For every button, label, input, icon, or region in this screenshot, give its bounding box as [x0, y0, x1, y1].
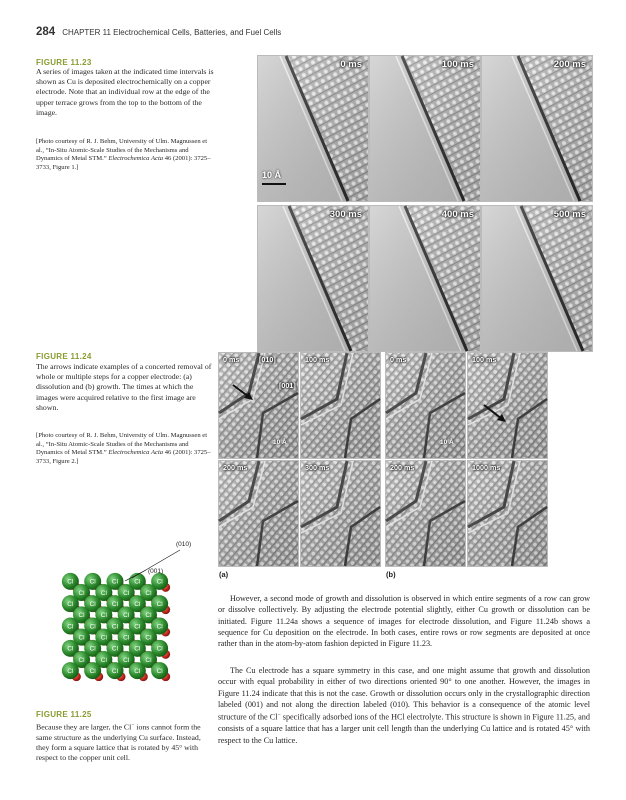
cl-ion-label: Cl	[156, 578, 163, 586]
cl-ion-label: Cl	[89, 645, 96, 653]
page-number: 284	[36, 26, 56, 38]
cl-ion-label: Cl	[78, 589, 85, 597]
cl-ion-label: Cl	[134, 667, 141, 675]
running-header	[36, 26, 281, 38]
cl-ion-label: Cl	[145, 634, 152, 642]
time-label: 500 ms	[553, 209, 586, 220]
cl-ion-label: Cl	[111, 600, 119, 608]
cl-ion-label: Cl	[134, 578, 141, 586]
cl-ion-label: Cl	[111, 578, 119, 586]
direction-001-label: [001]	[279, 381, 296, 390]
cl-ion-label: Cl	[67, 623, 74, 631]
time-label: 200 ms	[223, 463, 248, 472]
cl-ion-label: Cl	[123, 656, 130, 664]
time-label: 400 ms	[441, 209, 474, 220]
cl-ion-label: Cl	[111, 667, 119, 675]
cl-ion-label: Cl	[89, 600, 96, 608]
credit-journal: Electrochemica Acta	[108, 155, 164, 163]
stm-image-b-200-ms	[385, 460, 466, 567]
scale-bar-label: 10 Å	[262, 170, 282, 180]
cl-ion-label: Cl	[100, 612, 107, 620]
time-label: 200 ms	[553, 59, 586, 70]
stm-image-a-200-ms	[218, 460, 299, 567]
scale-bar-label: 10 Å	[273, 439, 287, 446]
direction-010-label: [010]	[259, 355, 276, 364]
stm-image-a-100-ms	[273, 352, 381, 459]
cl-ion-label: Cl	[78, 612, 85, 620]
figure-11-23-credit	[36, 138, 214, 172]
credit-text-end: 46 (2001): 3725–3733, Figure 2.]	[36, 449, 211, 465]
cl-ion-label: Cl	[156, 623, 163, 631]
time-label: 0 ms	[223, 355, 240, 364]
figure-11-25-caption	[36, 720, 211, 763]
stm-image-100-ms	[369, 55, 481, 202]
time-label: 300 ms	[329, 209, 362, 220]
cl-ion-label: Cl	[100, 589, 107, 597]
cl-ion-label: Cl	[145, 656, 152, 664]
cl-ion-label: Cl	[123, 589, 130, 597]
arrow-indicator	[468, 353, 547, 458]
stm-image-200-ms	[481, 55, 593, 202]
time-label: 300 ms	[305, 463, 330, 472]
caption-text-end: ions cannot form the same structure as the underlying Cu surface. Instead, they form a square lattice that is rotated by 45° with respect to the copper unit cell.	[36, 722, 201, 763]
cl-lattice-diagram	[30, 536, 215, 696]
cl-ion-label: Cl	[123, 634, 130, 642]
credit-journal: Electrochemica Acta	[108, 449, 164, 457]
stm-image-300-ms	[257, 205, 369, 352]
cl-ion-label: Cl	[67, 667, 74, 675]
cl-ion-label: Cl	[145, 589, 152, 597]
cl-ion-label: Cl	[100, 634, 107, 642]
cl-ion-label: Cl	[134, 600, 141, 608]
scale-bar	[262, 183, 286, 185]
cl-ion-label: Cl	[111, 623, 119, 631]
cl-ion-label: Cl	[145, 612, 152, 620]
body-paragraph-2	[218, 665, 590, 746]
stm-image-a-300-ms	[300, 460, 381, 567]
cl-ion-label: Cl	[123, 612, 130, 620]
paragraph-text-end: specifically adsorbed ions of the HCl electrolyte. This structure is shown in Figure 11.25, and consists of a square lattice that has a larger unit cell length than the underlying Cu lattice and is rotated 45° with respect to the Cu lattice.	[218, 712, 590, 745]
superscript-minus: −	[277, 712, 281, 719]
time-label: 200 ms	[390, 463, 415, 472]
figure-11-24-label: FIGURE 11.24	[36, 352, 92, 361]
time-label: 0 ms	[340, 59, 362, 70]
subfigure-a-label: (a)	[219, 570, 229, 579]
credit-text-end: 46 (2001): 3725–3733, Figure 1.]	[36, 155, 211, 171]
cl-ion-label: Cl	[111, 645, 119, 653]
cl-ion-label: Cl	[67, 645, 74, 653]
credit-text: [Photo courtesy of R. J. Behm, University of Ulm. Magnussen et al., “In-Situ Atomic-Scale Studies of the Mechanisms and Dynamics of Metal STM.”	[36, 432, 208, 457]
cl-ion-label: Cl	[67, 600, 74, 608]
superscript-minus: −	[131, 722, 135, 728]
cl-ion-label: Cl	[67, 578, 74, 586]
cl-ion-label: Cl	[78, 656, 85, 664]
cl-ion-label: Cl	[89, 623, 96, 631]
cl-ion-label: Cl	[78, 634, 85, 642]
cl-ion-label: Cl	[134, 645, 141, 653]
cl-ion-label: Cl	[156, 645, 163, 653]
stm-image-400-ms	[369, 205, 481, 352]
figure-11-23-label: FIGURE 11.23	[36, 58, 92, 67]
cl-ion-label: Cl	[156, 600, 163, 608]
direction-010-label: (010)	[176, 541, 192, 548]
stm-image-500-ms	[481, 205, 593, 352]
paragraph-text: The Cu electrode has a square symmetry in this case, and one might assume that growth and dissolution occur with equal probability in either of two directions oriented 90° to one another. However, the images in Figure 11.24 indicate that this is not the case. Growth or dissolution occurs only in the crystallographic direction labeled (001) and not along the direction labeled (010). This behavior is a consequence of the atomic level structure of the Cl	[218, 666, 590, 722]
figure-11-25-label: FIGURE 11.25	[36, 710, 92, 719]
time-label: 1000 ms	[472, 463, 501, 472]
cl-ion-label: Cl	[89, 667, 96, 675]
scale-bar-label: 10 Å	[440, 439, 454, 446]
time-label: 0 ms	[390, 355, 407, 364]
stm-image-b-100-ms	[440, 352, 548, 459]
cl-ion-label: Cl	[134, 623, 141, 631]
caption-text: Because they are larger, the Cl	[36, 722, 132, 732]
stm-image-0-ms	[257, 55, 369, 202]
body-paragraph-1: However, a second mode of growth and dissolution is observed in which entire segments of a row can grow or dissolve collectively. By adjusting the electrode potential slightly, either Cu growth or dissolution can be initiated. Figure 11.24a shows a sequence of images for electrode dissolution, and Figure 11.24b shows a sequence for Cu deposition on the electrode. In both cases, entire rows or row segments are deposited at once rather than in the atom-by-atom fashion depicted in Figure 11.23.	[218, 594, 590, 649]
time-label: 100 ms	[441, 59, 474, 70]
figure-11-24-credit	[36, 432, 212, 466]
stm-image-b-1000-ms	[467, 460, 548, 567]
cl-ion-label: Cl	[89, 578, 96, 586]
cl-ion-label: Cl	[156, 667, 163, 675]
cl-ion-label: Cl	[100, 656, 107, 664]
time-label: 100 ms	[305, 355, 330, 364]
figure-11-24-caption: The arrows indicate examples of a concerted removal of whole or multiple steps for a copper electrode: (a) dissolution and (b) growth. The times at which the images were acquired relative to the first image are shown.	[36, 362, 212, 412]
chapter-title: CHAPTER 11 Electrochemical Cells, Batteries, and Fuel Cells	[62, 28, 282, 37]
direction-001-label: (001)	[148, 568, 164, 575]
time-label: 100 ms	[472, 355, 497, 364]
credit-text: [Photo courtesy of R. J. Behm, University of Ulm. Magnussen et al., “In-Situ Atomic-Scale Studies of the Mechanisms and Dynamics of Metal STM.”	[36, 138, 208, 163]
subfigure-b-label: (b)	[386, 570, 396, 579]
figure-11-23-caption: A series of images taken at the indicated time intervals is shown as Cu is deposited electrochemically on a copper electrode. Note that an individual row at the edge of the upper terrace grows from the top to the bottom of the image.	[36, 67, 214, 117]
